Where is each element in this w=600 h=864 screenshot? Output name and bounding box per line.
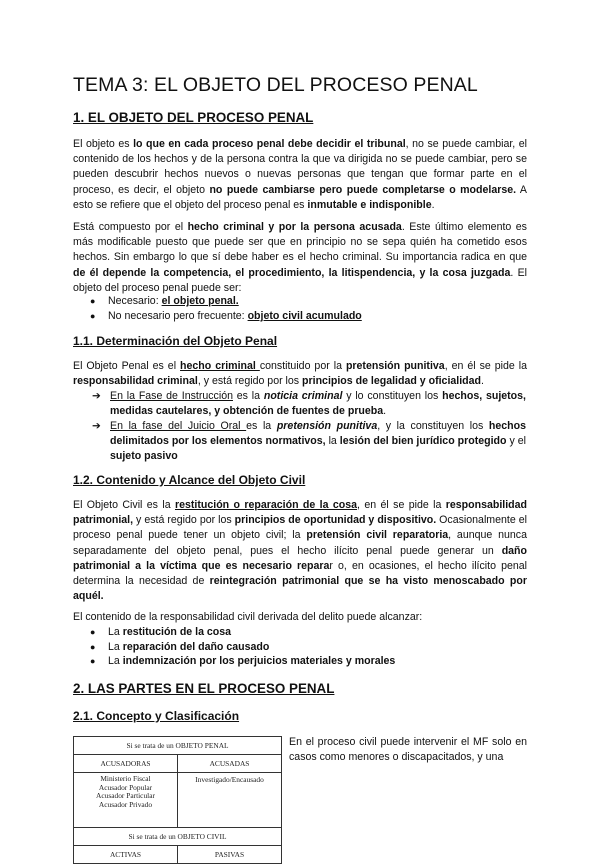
civil-content-list (90, 625, 530, 669)
table-row (74, 828, 282, 846)
table-row (74, 755, 282, 773)
accused-header-cell: ACUSADAS (178, 755, 282, 773)
list-item: ➔ En la Fase de Instrucción es la noticia criminal y lo constituyen los hechos, sujetos, medidas cautelares, y obtención de fuentes de prueba. (92, 390, 526, 417)
section-2-heading: 2. LAS PARTES EN EL PROCESO PENAL (73, 681, 335, 696)
section-2-1-side-text: En el proceso civil puede intervenir el MF solo en casos como menores o discapacitados, y una (289, 736, 527, 764)
list-item: ➔ En la fase del Juicio Oral es la pretensión punitiva, y la constituyen los hechos delimitados por los elementos normativos, la lesión del bien jurídico protegido y el sujeto pasivo (92, 420, 526, 462)
list-item: ● La indemnización por los perjuicios materiales y morales (90, 654, 530, 669)
table-row (74, 773, 282, 828)
accusers-header-cell: ACUSADORAS (74, 755, 178, 773)
passive-header-cell: PASIVAS (178, 846, 282, 864)
arrow-icon: ➔ (92, 420, 101, 432)
list-item: ● Necesario: el objeto penal. (90, 294, 530, 309)
section-1-paragraph-1: El objeto es lo que en cada proceso penal debe decidir el tribunal, no se puede cambiar, el contenido de los hechos y de la persona contra la que va dirigida no se puede cambiar, pero se pueden descubrir hechos nuevos o nuevas personas que tengan que formar parte en el proceso, es decir, el objeto no puede cambiarse pero puede completarse o modelarse. A esto se refiere que el objeto del proceso penal es inmutable e indisponible. (73, 138, 527, 211)
list-item: ● No necesario pero frecuente: objeto civil acumulado (90, 309, 530, 324)
civil-header-cell: Si se trata de un OBJETO CIVIL (74, 828, 282, 846)
list-item: ● La reparación del daño causado (90, 640, 530, 655)
page-title: TEMA 3: EL OBJETO DEL PROCESO PENAL (73, 74, 478, 96)
section-1-2-paragraph-1: El Objeto Civil es la restitución o reparación de la cosa, en él se pide la responsabilidad patrimonial, y está regido por los principios de oportunidad y dispositivo. Ocasionalmente el proceso penal puede tener un objeto civil; la pretensión civil reparatoria, aunque nunca separadamente del objeto penal, pues el hecho ilícito penal puede generar un daño patrimonial a la víctima que es necesario reparar o, en ocasiones, el hecho ilícito penal determina la necesidad de reintegración patrimonial que se ha visto menoscabado por aquél. (73, 499, 527, 603)
parties-table (73, 736, 282, 864)
section-1-paragraph-2: Está compuesto por el hecho criminal y por la persona acusada. Este último elemento es más modificable puesto que puede ser que en principio no se sepa quién ha cometido esos hechos. Sin embargo lo que sí debe haber es el hecho criminal. Su importancia radica en que de él depende la competencia, el procedimiento, la litispendencia, y la cosa juzgada. El objeto del proceso penal puede ser: (73, 221, 527, 294)
table-row (74, 737, 282, 755)
accusers-list-cell: Ministerio Fiscal Acusador Popular Acusador Particular Acusador Privado (74, 773, 178, 828)
table-row (74, 846, 282, 864)
section-1-heading: 1. EL OBJETO DEL PROCESO PENAL (73, 110, 314, 125)
list-item: ● La restitución de la cosa (90, 625, 530, 640)
section-1-2-paragraph-2: El contenido de la responsabilidad civil derivada del delito puede alcanzar: (73, 611, 423, 623)
accused-list-cell: Investigado/Encausado (178, 773, 282, 828)
section-2-1-heading: 2.1. Concepto y Clasificación (73, 709, 240, 723)
active-header-cell: ACTIVAS (74, 846, 178, 864)
penal-header-cell: Si se trata de un OBJETO PENAL (74, 737, 282, 755)
section-1-2-heading: 1.2. Contenido y Alcance del Objeto Civil (73, 473, 306, 487)
phases-list (92, 389, 526, 464)
object-types-list (90, 294, 530, 323)
section-1-1-heading: 1.1. Determinación del Objeto Penal (73, 334, 278, 348)
section-1-1-paragraph: El Objeto Penal es el hecho criminal constituido por la pretensión punitiva, en él se pide la responsabilidad criminal, y está regido por los principios de legalidad y oficialidad. (73, 360, 527, 388)
arrow-icon: ➔ (92, 390, 101, 402)
